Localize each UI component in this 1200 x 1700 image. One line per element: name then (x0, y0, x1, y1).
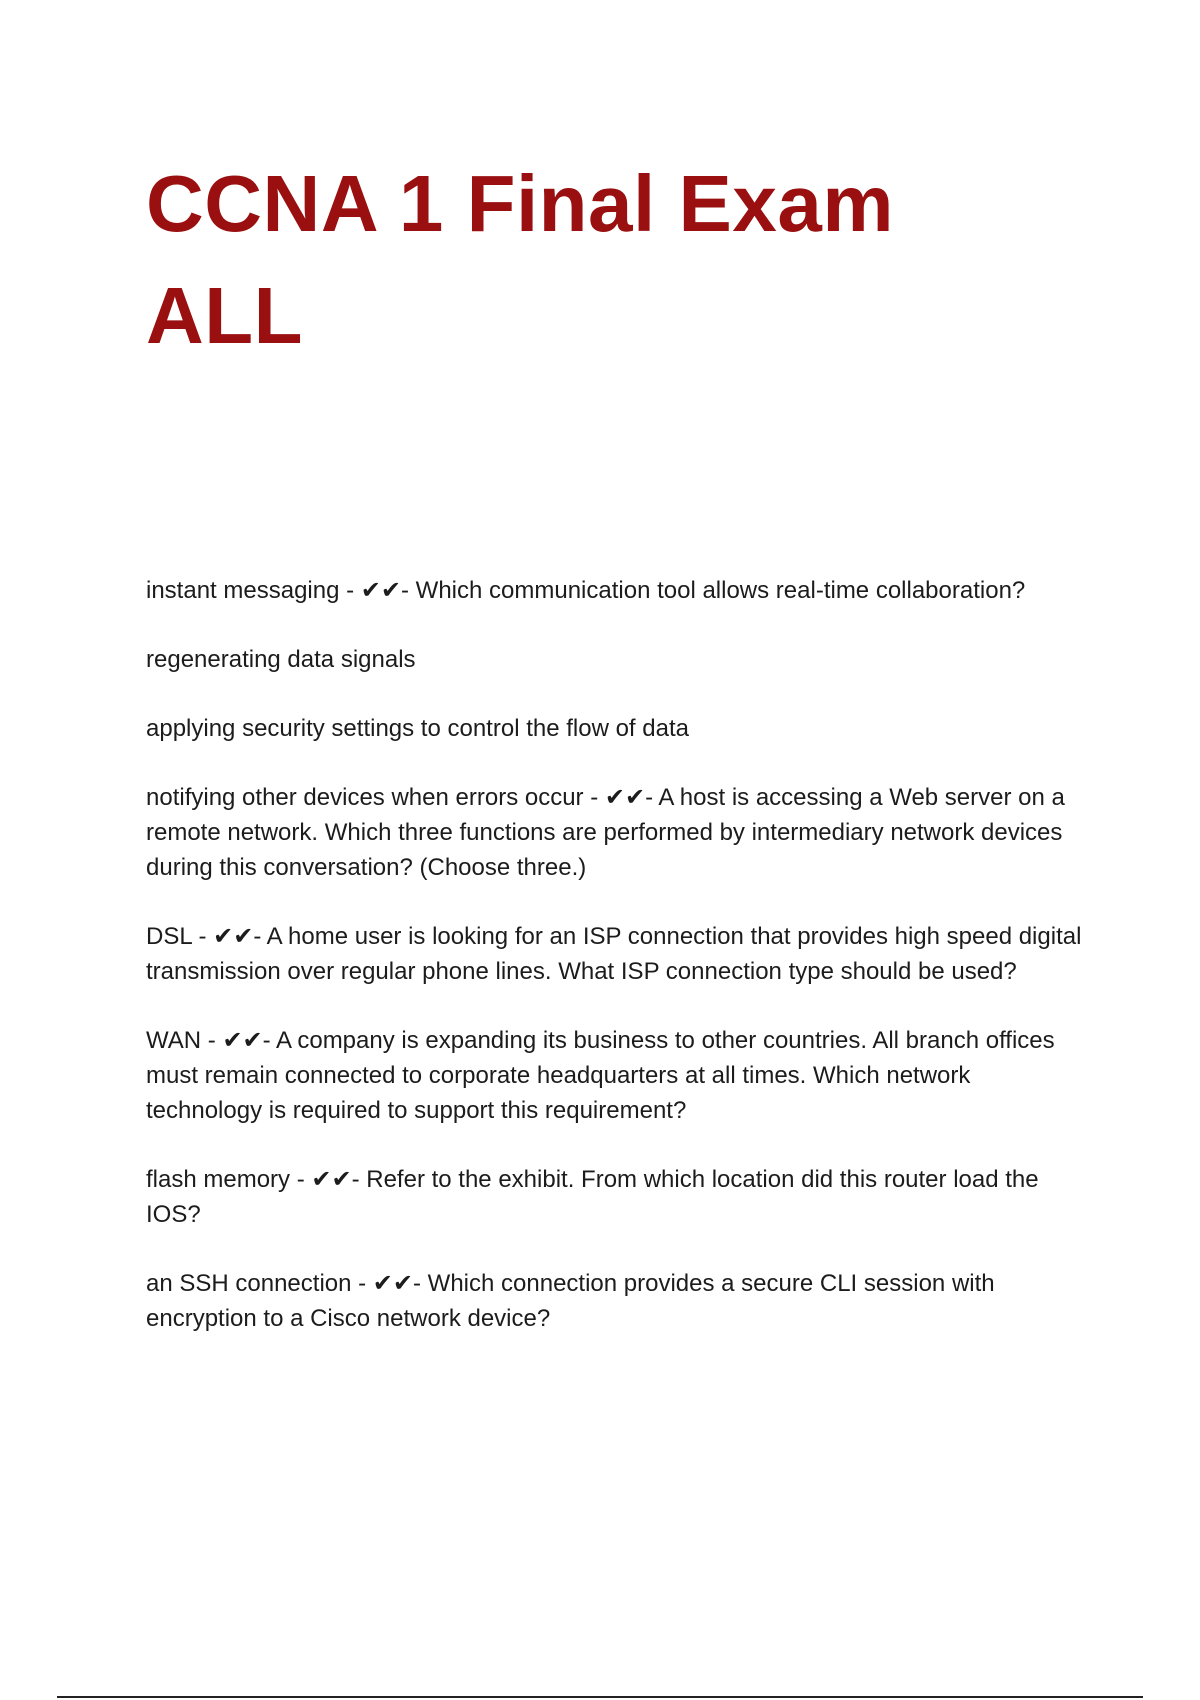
qa-item (146, 573, 1091, 608)
double-check-icon: ✔✔ (311, 1165, 352, 1193)
qa-item (146, 642, 1091, 677)
double-check-icon: ✔✔ (360, 576, 401, 604)
qa-answer: notifying other devices when errors occur - (146, 784, 605, 811)
qa-question: - Which communication tool allows real-time collaboration? (401, 577, 1026, 604)
qa-item (146, 1023, 1091, 1128)
qa-item (146, 1162, 1091, 1232)
double-check-icon: ✔✔ (604, 783, 646, 811)
qa-question: - A host is accessing a Web server on a remote network. Which three functions are performed by intermediary network devices during this conversation? (Choose three.) (146, 784, 1065, 881)
qa-answer: an SSH connection - (146, 1270, 373, 1297)
qa-item (146, 919, 1091, 989)
double-check-icon: ✔✔ (213, 922, 254, 950)
qa-answer: regenerating data signals (146, 646, 416, 673)
title-line-1: CCNA 1 Final Exam (146, 159, 894, 248)
qa-answer: applying security settings to control the flow of data (146, 715, 689, 742)
page-title (146, 148, 1106, 372)
qa-question: - Which connection provides a secure CLI session with encryption to a Cisco network device? (146, 1270, 995, 1332)
double-check-icon: ✔✔ (222, 1026, 263, 1054)
qa-question: - Refer to the exhibit. From which location did this router load the IOS? (146, 1166, 1039, 1228)
qa-answer: WAN - (146, 1027, 223, 1054)
title-line-2: ALL (146, 271, 304, 360)
qa-answer: DSL - (146, 923, 214, 950)
qa-question: - A company is expanding its business to other countries. All branch offices must remain connected to corporate headquarters at all times. Which network technology is required to support this requirement? (146, 1027, 1055, 1124)
qa-list (146, 573, 1091, 1370)
double-check-icon: ✔✔ (372, 1269, 414, 1297)
qa-answer: flash memory - (146, 1166, 312, 1193)
qa-answer: instant messaging - (146, 577, 361, 604)
qa-question: - A home user is looking for an ISP connection that provides high speed digital transmission over regular phone lines. What ISP connection type should be used? (146, 923, 1082, 985)
qa-item (146, 780, 1091, 885)
qa-item (146, 1266, 1091, 1336)
footer-divider (57, 1696, 1143, 1698)
qa-item (146, 711, 1091, 746)
